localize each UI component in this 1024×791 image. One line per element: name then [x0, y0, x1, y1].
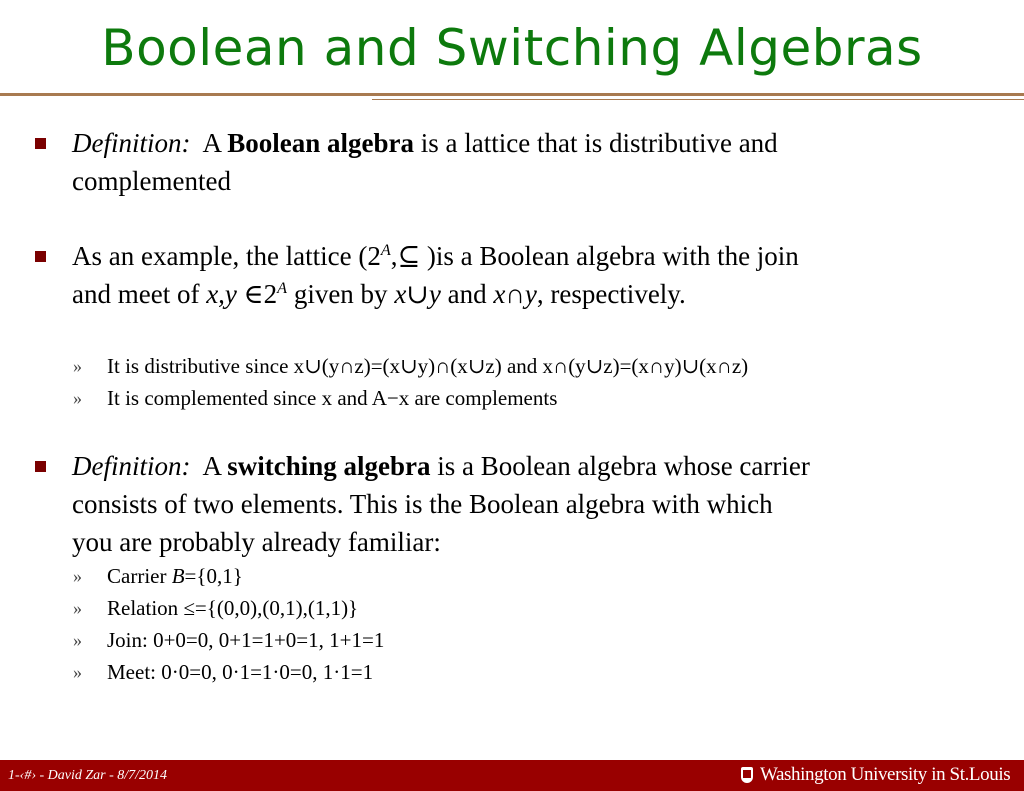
chevron-icon: » — [73, 662, 82, 682]
sub-bullet-carrier: » Carrier B={0,1} — [107, 560, 243, 592]
bullet-lattice-example: As an example, the lattice ($2^A,⊆$ )is a Boolean algebra with the join and meet of x,y $\in 2^A$ given by x∪y and x∩y, respectively. — [72, 237, 1002, 313]
square-bullet-icon — [35, 251, 46, 262]
footer-bar — [0, 760, 1024, 791]
chevron-icon: » — [73, 388, 82, 408]
term-boolean-algebra: Boolean algebra — [227, 128, 415, 158]
university-crest-icon — [741, 767, 753, 783]
slide-title: Boolean and Switching Algebras — [101, 19, 923, 77]
bullet-switching-definition: Definition: A switching algebra is a Boolean algebra whose carrier consists of two elements. This is the Boolean algebra with which you are probably already familiar: — [72, 447, 1002, 561]
university-logo-text: Washington University in St.Louis — [760, 764, 1011, 785]
square-bullet-icon — [35, 138, 46, 149]
chevron-icon: » — [73, 630, 82, 650]
bullet-boolean-definition: Definition: A Boolean algebra is a lattice that is distributive and complemented — [72, 124, 1002, 200]
subset-symbol: ⊆ — [397, 241, 421, 271]
footer-slide-info: 1-‹#› - David Zar - 8/7/2014 — [8, 768, 168, 783]
title-rule-thick — [0, 93, 1024, 96]
sub-bullet-distributive: » It is distributive since x∪(y∩z)=(x∪y)∩(x∪z) and x∩(y∪z)=(x∩y)∪(x∩z) — [107, 350, 748, 382]
sub-bullet-relation: » Relation ≤={(0,0),(0,1),(1,1)} — [107, 592, 358, 624]
title-rule-thin — [372, 99, 1024, 100]
chevron-icon: » — [73, 598, 82, 618]
chevron-icon: » — [73, 566, 82, 586]
square-bullet-icon — [35, 461, 46, 472]
sub-bullet-complemented: » It is complemented since x and A−x are complements — [107, 382, 557, 414]
sub-bullet-join: » Join: 0+0=0, 0+1=1+0=1, 1+1=1 — [107, 624, 384, 656]
sub-bullet-meet: » Meet: 0·0=0, 0·1=1·0=0, 1·1=1 — [107, 656, 373, 688]
term-switching-algebra: switching algebra — [227, 451, 431, 481]
chevron-icon: » — [73, 356, 82, 376]
